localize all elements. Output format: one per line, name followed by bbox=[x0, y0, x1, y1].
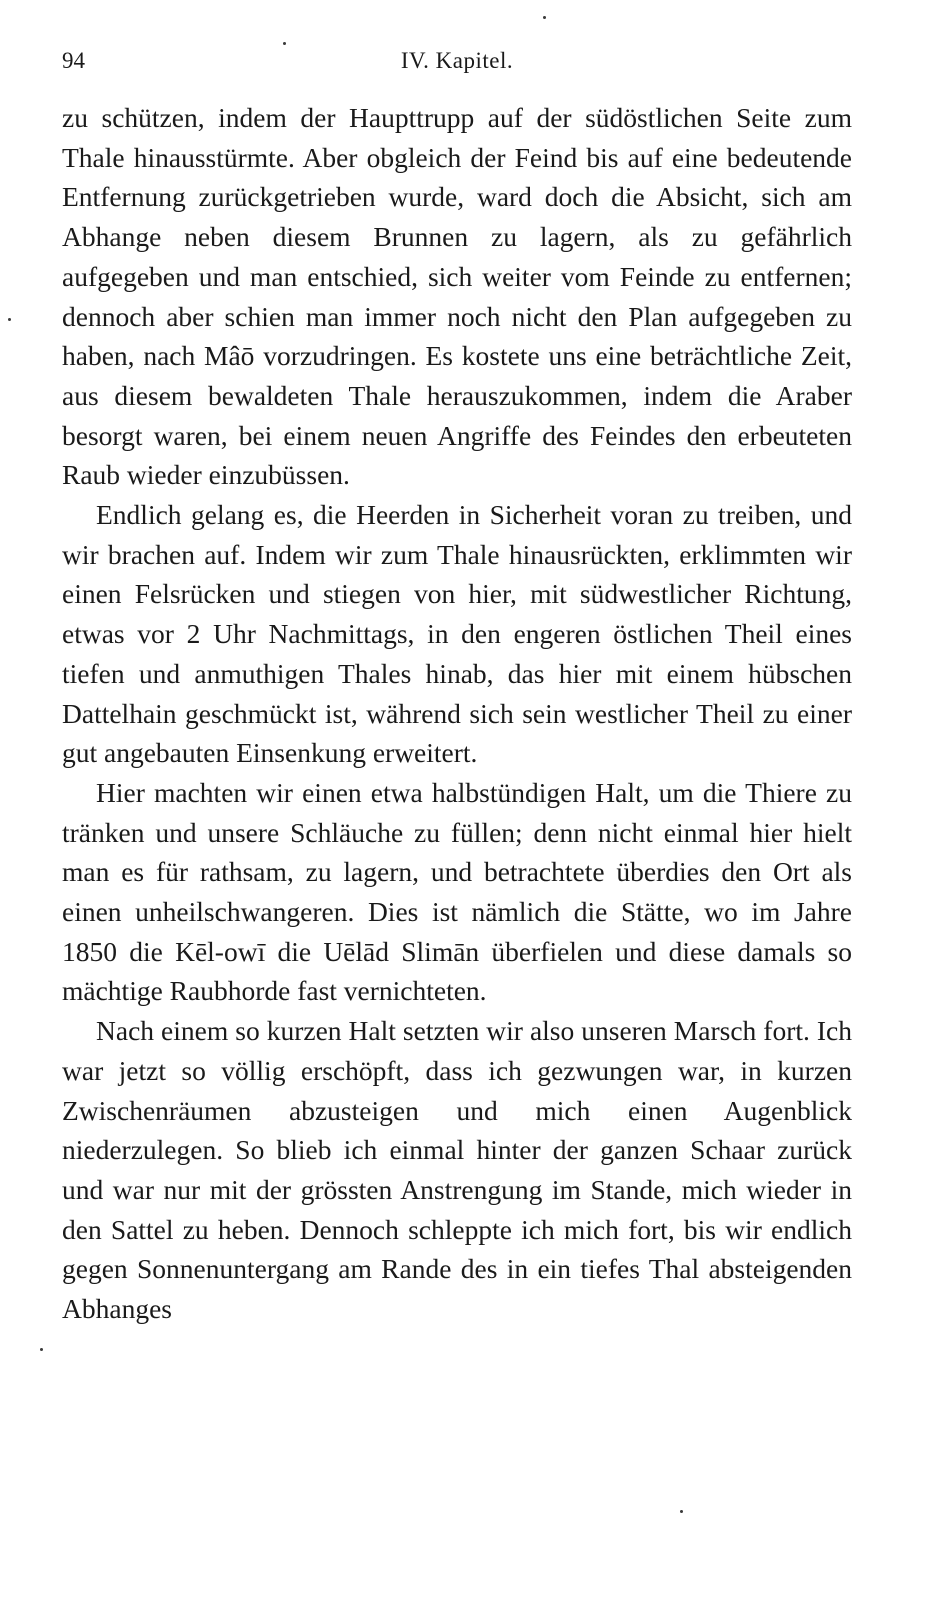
page-header bbox=[62, 42, 852, 78]
paragraph-3: Hier machten wir einen etwa halbstündigen Halt, um die Thiere zu tränken und unsere Schläuche zu füllen; denn nicht einmal hier hielt man es für rathsam, zu lagern, und betrachtete überdies den Ort als einen unheilschwangeren. Dies ist nämlich die Stätte, wo im Jahre 1850 die Kēl-owī die Uēlād Slimān überfielen und diese damals so mächtige Raubhorde fast vernichteten. bbox=[62, 776, 852, 1007]
scan-speck bbox=[680, 1510, 683, 1513]
scan-speck bbox=[40, 1348, 43, 1351]
scan-speck bbox=[543, 16, 546, 19]
page-number: 94 bbox=[62, 48, 85, 73]
paragraph-4: Nach einem so kurzen Halt setzten wir also unseren Marsch fort. Ich war jetzt so völlig erschöpft, dass ich gezwungen war, in kurzen Zwischenräumen abzusteigen und mich einen Augenblick niederzulegen. So blieb ich einmal hinter der ganzen Schaar zurück und war nur mit der grössten Anstrengung im Stande, mich wieder in den Sattel zu heben. Dennoch schleppte ich mich fort, bis wir endlich gegen Sonnenuntergang am Rande des in ein tiefes Thal absteigenden Abhanges bbox=[62, 1015, 852, 1325]
paragraph-2: Endlich gelang es, die Heerden in Sicherheit voran zu treiben, und wir brachen auf. Indem wir zum Thale hinausrückten, erklimmten wir einen Felsrücken und stiegen von hier, mit südwestlicher Richtung, etwas vor 2 Uhr Nachmittags, in den engeren östlichen Theil eines tiefen und anmuthigen Thales hinab, das hier mit einem hübschen Dattelhain geschmückt ist, während sich sein westlicher Theil zu einer gut angebauten Einsenkung erweitert. bbox=[62, 499, 852, 769]
scan-speck bbox=[283, 42, 286, 45]
paragraph-1: zu schützen, indem der Haupttrupp auf der südöstlichen Seite zum Thale hinausstürmte. Aber obgleich der Feind bis auf eine bedeutende Entfernung zurückgetrieben wurde, ward doch die Absicht, sich am Abhange neben diesem Brunnen zu lagern, als zu gefährlich aufgegeben und man entschied, sich weiter vom Feinde zu entfernen; dennoch aber schien man immer noch nicht den Plan aufgegeben zu haben, nach Mâō vorzudringen. Es kostete uns eine beträchtliche Zeit, aus diesem bewaldeten Thale herauszukommen, indem die Araber besorgt waren, bei einem neuen Angriffe des Feindes den erbeuteten Raub wieder einzubüssen. bbox=[62, 102, 852, 491]
scan-speck bbox=[8, 318, 11, 321]
running-head: IV. Kapitel. bbox=[400, 48, 514, 73]
body-text bbox=[62, 98, 852, 1329]
